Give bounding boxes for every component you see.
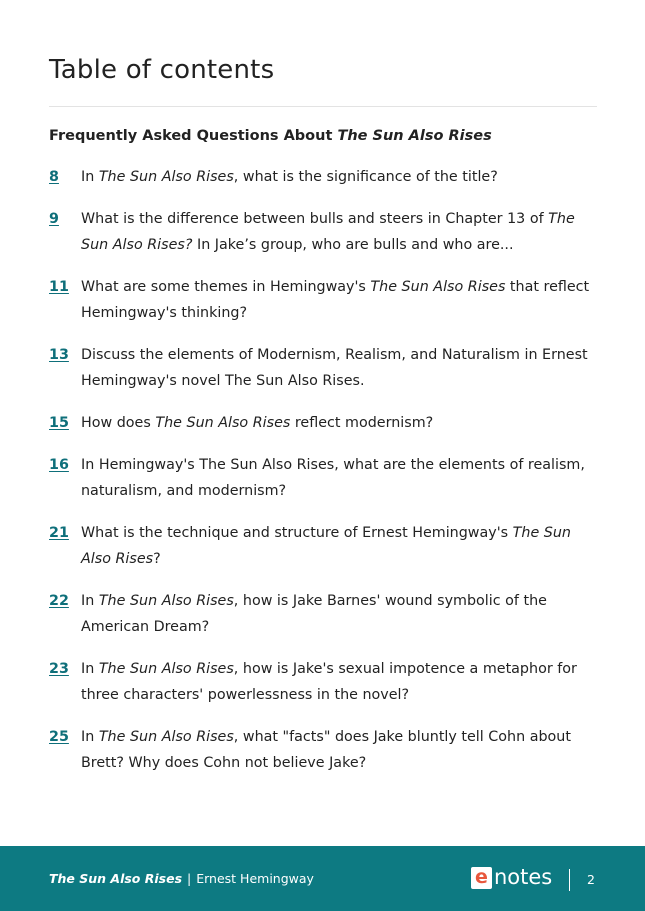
toc-question-book-title: The Sun Also Rises [81, 525, 571, 567]
toc-question-fragment: What are some themes in Hemingway's [81, 279, 371, 295]
toc-item [49, 588, 597, 640]
toc-item [49, 520, 597, 572]
section-heading-prefix: Frequently Asked Questions About [49, 128, 338, 144]
toc-question-book-title: The Sun Also Rises [370, 279, 506, 295]
toc-question-text [81, 211, 575, 253]
toc-item [49, 206, 597, 258]
toc-question-book-title: The Sun Also Rises [98, 661, 234, 677]
toc-question-text [81, 347, 588, 389]
toc-question-fragment: How does [81, 415, 156, 431]
toc-page-link[interactable]: 16 [49, 457, 69, 473]
toc-question-fragment: In [81, 661, 99, 677]
toc-page-link[interactable]: 11 [49, 279, 69, 295]
toc-page-link[interactable]: 8 [49, 169, 59, 185]
toc-page-link[interactable]: 15 [49, 415, 69, 431]
toc-question-book-title: The Sun Also Rises? [81, 211, 575, 253]
title-divider [49, 106, 597, 107]
toc-item [49, 164, 597, 190]
section-heading-book: The Sun Also Rises [337, 128, 492, 144]
toc-question-fragment: In [81, 729, 99, 745]
toc-page-link[interactable]: 23 [49, 661, 69, 677]
section-heading [49, 128, 492, 144]
toc-question-text [81, 279, 589, 321]
toc-question-fragment: In Hemingway's The Sun Also Rises, what are the elements of realism, naturalism, and modernism? [81, 457, 585, 499]
toc-question-book-title: The Sun Also Rises [155, 415, 291, 431]
enotes-logo-text: notes [494, 865, 553, 889]
footer-book-title: The Sun Also Rises [49, 871, 183, 886]
footer-divider [569, 869, 570, 891]
toc-question-book-title: The Sun Also Rises [98, 729, 234, 745]
toc-item [49, 656, 597, 708]
toc-page-link[interactable]: 13 [49, 347, 69, 363]
toc-question-fragment: , how is Jake Barnes' wound symbolic of the American Dream? [81, 593, 547, 635]
toc-item [49, 342, 597, 394]
toc-question-fragment: ? [153, 551, 161, 567]
footer-author: Ernest Hemingway [196, 871, 314, 886]
page-title: Table of contents [49, 55, 275, 85]
toc-question-text [81, 729, 571, 771]
toc-question-fragment: What is the difference between bulls and steers in Chapter 13 of [81, 211, 549, 227]
toc-item [49, 274, 597, 326]
toc-question-text [81, 415, 433, 431]
toc-question-book-title: The Sun Also Rises [98, 593, 234, 609]
page-number: 2 [587, 872, 595, 887]
toc-question-fragment: In Jake’s group, who are bulls and who are... [192, 237, 514, 253]
toc-page-link[interactable]: 25 [49, 729, 69, 745]
toc-question-fragment: that reflect Hemingway's thinking? [81, 279, 590, 321]
toc-item [49, 410, 597, 436]
toc-page-link[interactable]: 22 [49, 593, 69, 609]
enotes-logo-e-icon: e [471, 867, 492, 889]
footer-separator: | [187, 871, 192, 886]
footer-meta [49, 871, 314, 887]
toc-item [49, 724, 597, 776]
toc-question-fragment: In [81, 169, 99, 185]
toc-question-text [81, 457, 585, 499]
toc-question-fragment: , what is the significance of the title? [233, 169, 498, 185]
toc-question-fragment: , what "facts" does Jake bluntly tell Cohn about Brett? Why does Cohn not believe Jake? [81, 729, 571, 771]
toc-page-link[interactable]: 21 [49, 525, 69, 541]
toc-item [49, 452, 597, 504]
toc-question-text [81, 661, 577, 703]
toc-question-fragment: In [81, 593, 99, 609]
toc-question-fragment: What is the technique and structure of Ernest Hemingway's [81, 525, 513, 541]
toc-question-text [81, 169, 498, 185]
toc-page-link[interactable]: 9 [49, 211, 59, 227]
toc-question-text [81, 525, 571, 567]
toc-question-fragment: reflect modernism? [290, 415, 434, 431]
toc-question-text [81, 593, 547, 635]
toc-question-fragment: Discuss the elements of Modernism, Realism, and Naturalism in Ernest Hemingway's novel The Sun Also Rises. [81, 347, 588, 389]
toc-question-fragment: , how is Jake's sexual impotence a metaphor for three characters' powerlessness in the novel? [81, 661, 577, 703]
toc-question-book-title: The Sun Also Rises [98, 169, 234, 185]
toc-list [49, 164, 597, 776]
